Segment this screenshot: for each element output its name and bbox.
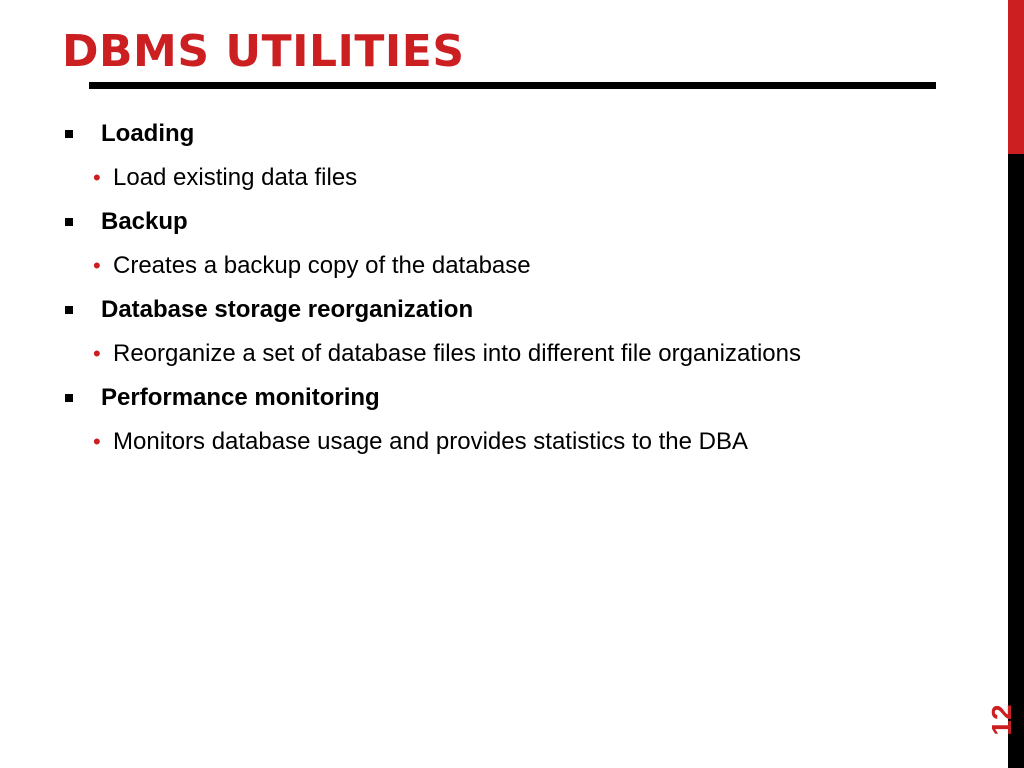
bullet-item-loading (0, 118, 1000, 152)
sub-bullet-text: Creates a backup copy of the database (113, 252, 531, 279)
sub-bullet-text: Monitors database usage and provides statistics to the DBA (113, 428, 749, 455)
slide-side-bar (1008, 0, 1024, 768)
dot-bullet-icon: • (93, 429, 101, 454)
side-bar-accent (1008, 0, 1024, 154)
slide-title: DBMS UTILITIES (62, 26, 465, 77)
sub-bullet-item (0, 162, 1000, 196)
sub-bullet-item (0, 250, 1000, 284)
square-bullet-icon (65, 130, 73, 138)
bullet-item-performance (0, 382, 1000, 416)
slide-page-number: 12 (986, 704, 1017, 736)
square-bullet-icon (65, 306, 73, 314)
dot-bullet-icon: • (93, 341, 101, 366)
sub-bullet-item (0, 426, 1000, 460)
dot-bullet-icon: • (93, 253, 101, 278)
square-bullet-icon (65, 218, 73, 226)
dot-bullet-icon: • (93, 165, 101, 190)
sub-bullet-text: Reorganize a set of database files into different file organizations (113, 340, 801, 367)
side-bar-dark (1008, 154, 1024, 768)
sub-bullet-text: Load existing data files (113, 164, 358, 191)
bullet-heading: Loading (101, 120, 195, 147)
square-bullet-icon (65, 394, 73, 402)
bullet-heading: Backup (101, 208, 188, 235)
bullet-item-reorganization (0, 294, 1000, 328)
bullet-heading: Performance monitoring (101, 384, 380, 411)
bullet-item-backup (0, 206, 1000, 240)
bullet-heading: Database storage reorganization (101, 296, 474, 323)
sub-bullet-item (0, 338, 1000, 372)
